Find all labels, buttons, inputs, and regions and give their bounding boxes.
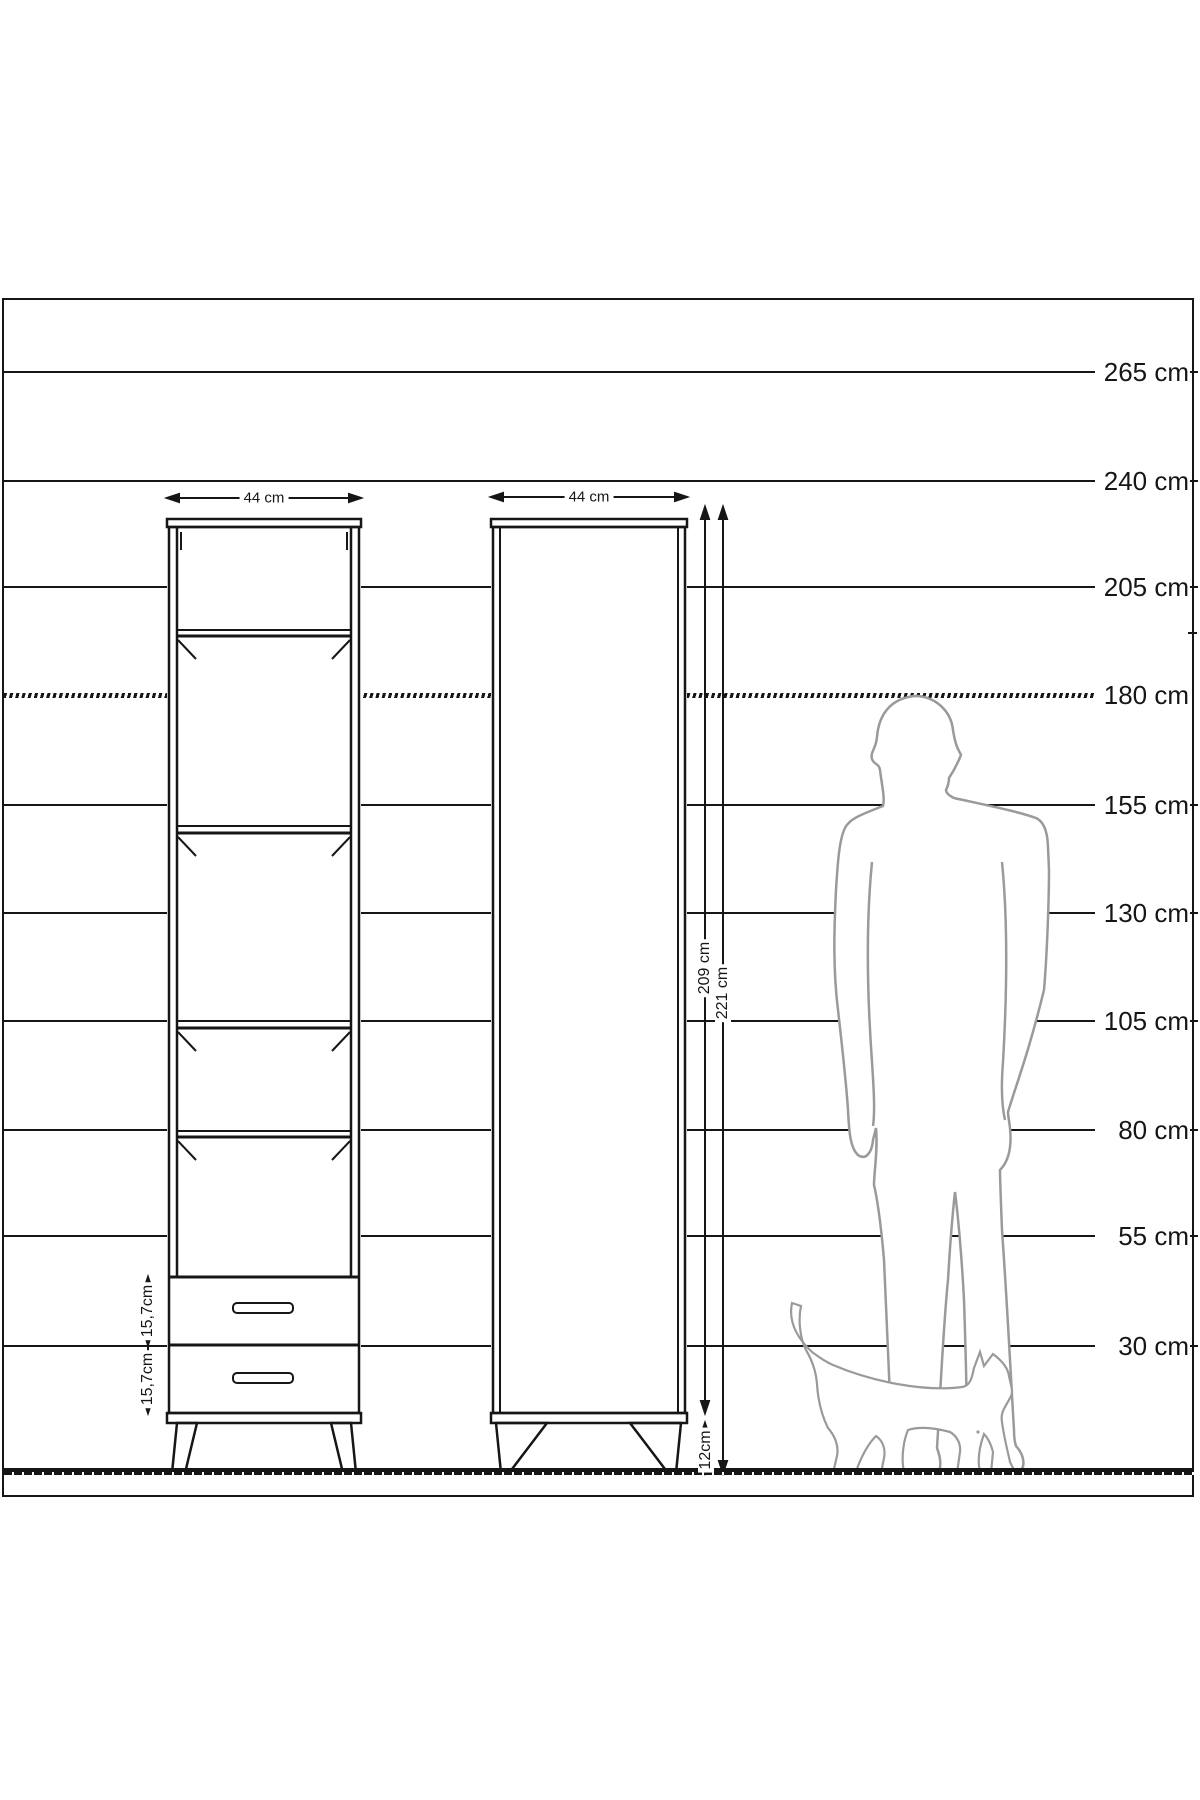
body-height-label: 209 cm	[697, 939, 713, 997]
arrowhead	[701, 507, 709, 519]
scale-label: 130 cm	[1095, 899, 1189, 927]
arrowhead	[675, 493, 687, 501]
man-silhouette	[834, 696, 1049, 1473]
arrowhead	[349, 494, 361, 502]
arrowhead	[167, 494, 179, 502]
upper-drawer-label: 15,7cm	[140, 1282, 156, 1340]
scale-label: 265 cm	[1095, 358, 1189, 386]
scale-label: 30 cm	[1095, 1332, 1189, 1360]
bookcase-body-fill	[167, 519, 361, 1423]
scale-label: 205 cm	[1095, 573, 1189, 601]
cat-hip-dot	[976, 1430, 979, 1433]
lower-drawer-label: 15,7cm	[140, 1350, 156, 1408]
right-width-label: 44 cm	[565, 490, 614, 505]
arrowhead	[491, 493, 503, 501]
cabinet-left-leg	[496, 1423, 547, 1473]
scale-label: 55 cm	[1095, 1222, 1189, 1250]
scale-label: 240 cm	[1095, 467, 1189, 495]
cabinet-body-fill	[491, 519, 687, 1423]
ground-line	[4, 1468, 1194, 1475]
leg-height-label: 12cm	[698, 1427, 714, 1472]
total-height-label: 221 cm	[715, 964, 731, 1022]
left-bookcase	[167, 519, 361, 1473]
scale-label: 105 cm	[1095, 1007, 1189, 1035]
cabinet-right-leg	[630, 1423, 681, 1473]
left-width-label: 44 cm	[240, 491, 289, 506]
scale-label: 155 cm	[1095, 791, 1189, 819]
arrowhead	[701, 1401, 709, 1413]
man-outline	[834, 696, 1049, 1473]
scale-label: 180 cm	[1095, 681, 1189, 709]
right-cabinet	[491, 519, 687, 1473]
arrowhead	[719, 507, 727, 519]
bookcase-right-leg	[331, 1423, 356, 1473]
scale-label: 80 cm	[1095, 1116, 1189, 1144]
bookcase-left-leg	[172, 1423, 197, 1473]
